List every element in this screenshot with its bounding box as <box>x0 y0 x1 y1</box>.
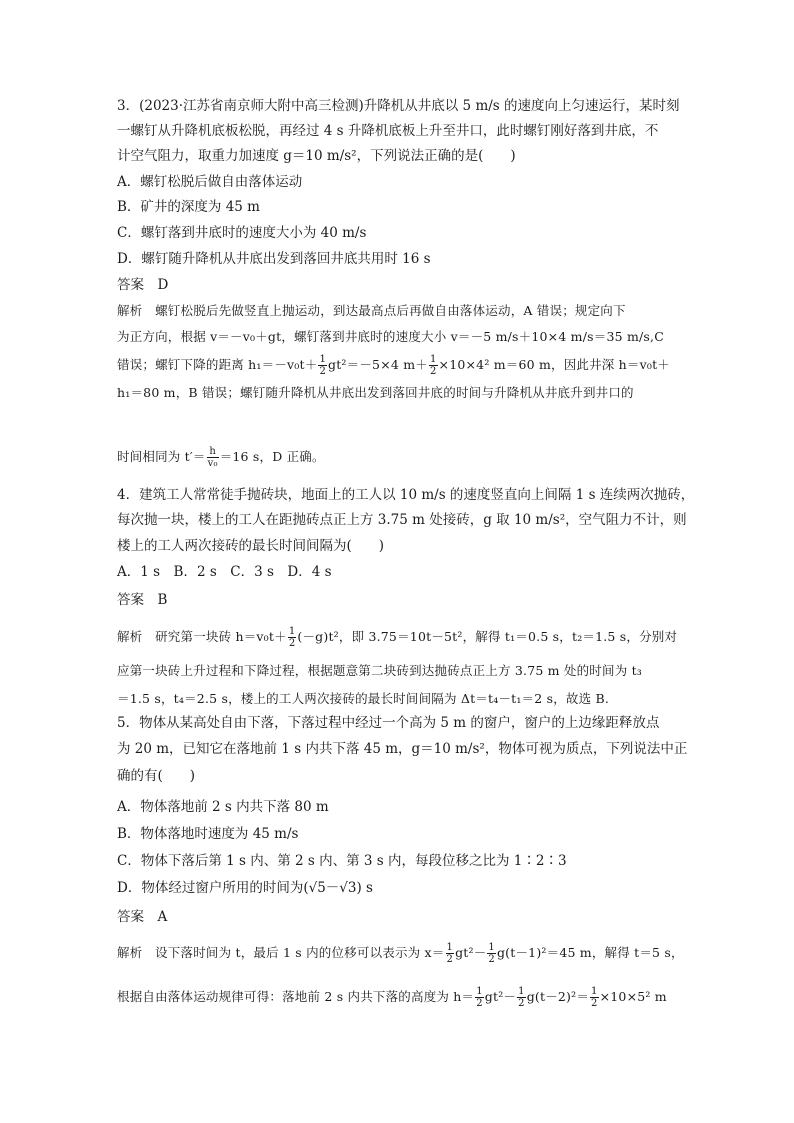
q3-stem-line1: 3．(2023·江苏省南京师大附中高三检测)升降机从井底以 5 m/s 的速度向上匀速运行，某时刻 <box>117 98 680 114</box>
fraction-half <box>487 942 496 965</box>
q5-answer: 答案 A <box>117 909 168 925</box>
fraction-h-over-v0 <box>207 446 219 469</box>
fraction-denominator: v₀ <box>207 458 218 469</box>
fraction-numerator: 1 <box>429 354 437 365</box>
fraction-denominator: 2 <box>488 954 495 965</box>
fraction-numerator: h <box>207 446 219 458</box>
q5-option-c: C．物体下落后第 1 s 内、第 2 s 内、第 3 s 内，每段位移之比为 1∶2∶3 <box>117 853 567 869</box>
q4-analysis-line3: ＝1.5 s，t₄＝2.5 s，楼上的工人两次接砖的最长时间间隔为 Δt＝t₄－t₁＝2 s，故选 B. <box>117 691 610 706</box>
q3-analysis-line5 <box>117 446 325 469</box>
fraction-half <box>429 354 438 377</box>
q4-analysis-line1-part1: 解析 研究第一块砖 h＝v₀t＋ <box>117 629 287 644</box>
q3-analysis-line3-part3: ×10×4² m＝60 m，因此井深 h＝v₀t＋ <box>438 357 671 372</box>
q5-option-b: B．物体落地时速度为 45 m/s <box>117 826 299 842</box>
fraction-numerator: 1 <box>319 354 326 365</box>
q3-analysis-line3-part1: 错误；螺钉下降的距离 h₁＝－v₀t＋ <box>117 357 318 372</box>
q3-analysis-line3 <box>117 354 670 377</box>
q3-analysis-line5-part1: 时间相同为 t′＝ <box>117 449 206 464</box>
q3-option-d: D．螺钉随升降机从井底出发到落回井底共用时 16 s <box>117 251 431 267</box>
q3-analysis-line3-part2: gt²＝－5×4 m＋ <box>328 357 428 372</box>
fraction-half <box>318 354 327 377</box>
q4-analysis-line1 <box>117 626 677 649</box>
q4-analysis-line2: 应第一块砖上升过程和下降过程，根据题意第二块砖到达抛砖点正上方 3.75 m 处的时间为 t₃ <box>117 663 643 678</box>
fraction-half <box>475 986 484 1009</box>
q4-analysis-line1-part2: (－g)t²，即 3.75＝10t－5t²，解得 t₁＝0.5 s，t₂＝1.5 s，分别对 <box>297 629 678 644</box>
fraction-half <box>446 942 455 965</box>
q5-analysis-line1-part3: g(t－1)²＝45 m，解得 t＝5 s， <box>496 945 684 960</box>
q3-analysis-line2: 为正方向，根据 v＝－v₀＋gt，螺钉落到井底时的速度大小 v＝－5 m/s＋10×4 m/s＝35 m/s,C <box>117 329 664 344</box>
fraction-denominator: 2 <box>446 954 454 965</box>
fraction-denominator: 2 <box>319 366 326 377</box>
q4-stem-line1: 4．建筑工人常常徒手抛砖块，地面上的工人以 10 m/s 的速度竖直向上间隔 1 s 连续两次抛砖， <box>117 487 695 503</box>
q3-stem-line2: 一螺钉从升降机底板松脱，再经过 4 s 升降机底板上升至井口，此时螺钉刚好落到井底，不 <box>117 123 659 139</box>
fraction-numerator: 1 <box>476 986 483 997</box>
q5-analysis-line2-part2: gt²－ <box>484 989 517 1004</box>
fraction-half <box>517 986 526 1009</box>
q3-stem-line3: 计空气阻力，取重力加速度 g＝10 m/s²，下列说法正确的是( ) <box>117 148 516 164</box>
fraction-numerator: 1 <box>446 942 454 953</box>
fraction-denominator: 2 <box>429 366 437 377</box>
q5-stem-line3: 确的有( ) <box>117 768 196 784</box>
q5-analysis-line2-part3: g(t－2)²＝ <box>526 989 590 1004</box>
q5-analysis-line2 <box>117 986 667 1009</box>
q5-stem-line1: 5．物体从某高处自由下落，下落过程中经过一个高为 5 m 的窗户，窗户的上边缘距释放点 <box>117 715 660 731</box>
q3-answer: 答案 D <box>117 277 169 293</box>
q3-analysis-line1: 解析 螺钉松脱后先做竖直上抛运动，到达最高点后再做自由落体运动，A 错误；规定向下 <box>117 303 626 318</box>
q5-analysis-line1-part1: 解析 设下落时间为 t，最后 1 s 内的位移可以表示为 x＝ <box>117 945 445 960</box>
q3-analysis-line5-part2: ＝16 s，D 正确。 <box>219 449 325 464</box>
fraction-denominator: 2 <box>288 638 296 649</box>
q5-analysis-line1 <box>117 942 684 965</box>
q4-answer: 答案 B <box>117 592 168 608</box>
q4-stem-line2: 每次抛一块，楼上的工人在距抛砖点正上方 3.75 m 处接砖，g 取 10 m/s²，空气阻力不计，则 <box>117 512 687 528</box>
q3-option-a: A．螺钉松脱后做自由落体运动 <box>117 174 303 190</box>
q4-stem-line3: 楼上的工人两次接砖的最长时间间隔为( ) <box>117 538 385 554</box>
q5-analysis-line1-part2: gt²－ <box>455 945 487 960</box>
q5-option-a: A．物体落地前 2 s 内共下落 80 m <box>117 799 329 815</box>
q5-stem-line2: 为 20 m，已知它在落地前 1 s 内共下落 45 m，g＝10 m/s²，物体可视为质点，下列说法中正 <box>117 741 688 757</box>
fraction-numerator: 1 <box>518 986 525 997</box>
q3-analysis-line4: h₁＝80 m，B 错误；螺钉随升降机从井底出发到落回井底的时间与升降机从井底升到井口的 <box>117 385 634 400</box>
q4-options: A．1 s B．2 s C．3 s D．4 s <box>117 564 332 580</box>
fraction-denominator: 2 <box>591 998 598 1009</box>
fraction-numerator: 1 <box>288 626 296 637</box>
fraction-denominator: 2 <box>476 998 483 1009</box>
q3-option-c: C．螺钉落到井底时的速度大小为 40 m/s <box>117 225 367 241</box>
fraction-numerator: 1 <box>488 942 495 953</box>
q3-option-b: B．矿井的深度为 45 m <box>117 199 260 215</box>
q5-analysis-line2-part1: 根据自由落体运动规律可得：落地前 2 s 内共下落的高度为 h＝ <box>117 989 475 1004</box>
fraction-half <box>590 986 599 1009</box>
fraction-numerator: 1 <box>591 986 598 997</box>
q5-analysis-line2-part4: ×10×5² m <box>599 989 667 1004</box>
fraction-half <box>288 626 297 649</box>
fraction-denominator: 2 <box>518 998 525 1009</box>
q5-option-d: D．物体经过窗户所用的时间为(√5－√3) s <box>117 880 373 896</box>
